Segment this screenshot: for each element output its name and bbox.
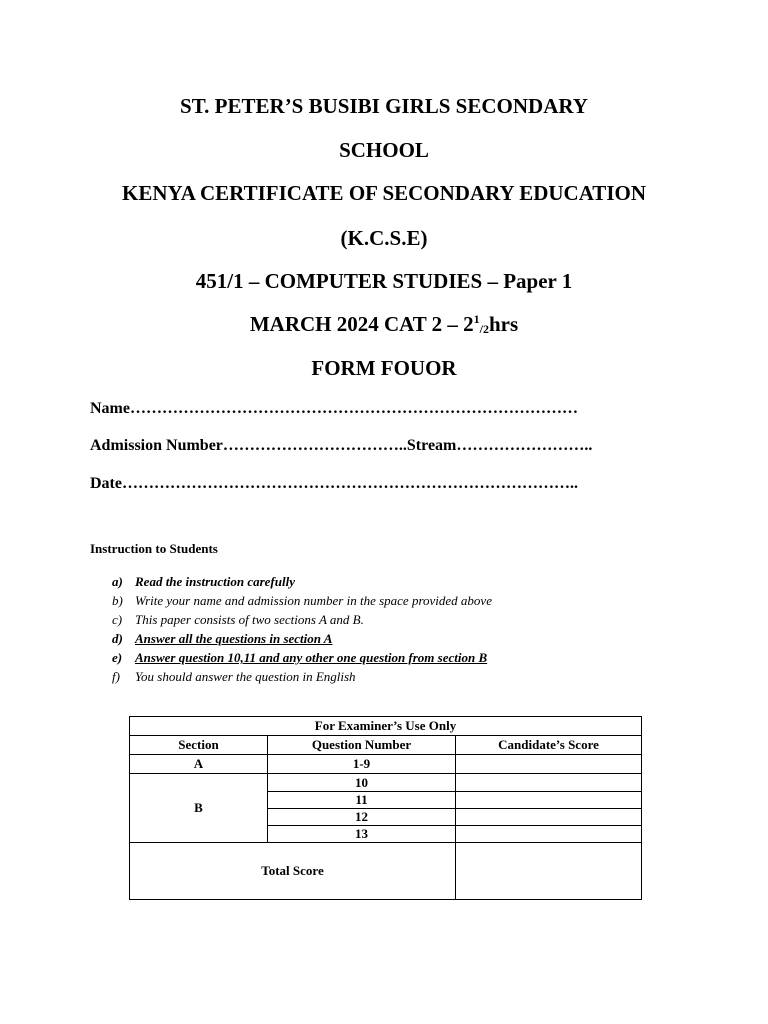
header-section: Section <box>130 736 268 755</box>
session-prefix: MARCH 2024 CAT 2 – 2 <box>249 312 474 336</box>
paper-title: 451/1 – COMPUTER STUDIES – Paper 1 <box>195 269 573 293</box>
instruction-item <box>112 667 492 686</box>
duration-numerator: 1 <box>473 312 480 326</box>
instructions-heading: Instruction to Students <box>90 541 218 556</box>
instruction-item <box>112 629 492 648</box>
duration-unit: hrs <box>488 312 519 336</box>
instruction-item <box>112 591 492 610</box>
instruction-marker: c) <box>112 612 123 627</box>
header-candidate-score: Candidate’s Score <box>456 736 642 755</box>
score-cell[interactable] <box>456 755 642 774</box>
exam-body-line2: (K.C.S.E) <box>340 226 428 250</box>
total-score-label: Total Score <box>130 843 456 900</box>
school-name-line2: SCHOOL <box>339 138 429 162</box>
instructions-list <box>112 572 492 686</box>
score-cell[interactable] <box>456 792 642 809</box>
instruction-text: Answer question 10,11 and any other one question from section B <box>135 650 488 665</box>
question-number-cell: 10 <box>268 774 456 792</box>
exam-session <box>0 312 768 337</box>
instruction-marker: e) <box>112 650 123 665</box>
section-a-questions: 1-9 <box>268 755 456 774</box>
school-name-line1: ST. PETER’S BUSIBI GIRLS SECONDARY <box>180 94 588 118</box>
instruction-text: You should answer the question in English <box>135 669 356 684</box>
admission-stream-field[interactable]: Admission Number……………………………..Stream…………………….. <box>90 437 593 454</box>
examiner-use-table <box>129 716 642 900</box>
total-score-cell[interactable] <box>456 843 642 900</box>
instruction-marker: f) <box>112 669 120 684</box>
section-b-cell: B <box>130 774 268 843</box>
question-number-cell: 12 <box>268 809 456 826</box>
question-number-cell: 13 <box>268 826 456 843</box>
exam-body-line1: KENYA CERTIFICATE OF SECONDARY EDUCATION <box>122 181 646 205</box>
score-cell[interactable] <box>456 826 642 843</box>
name-field[interactable]: Name………………………………………………………………………… <box>90 400 578 417</box>
instruction-marker: d) <box>112 631 123 646</box>
examiner-table-title: For Examiner’s Use Only <box>130 717 642 736</box>
score-cell[interactable] <box>456 809 642 826</box>
form-level: FORM FOUOR <box>311 356 457 380</box>
question-number-cell: 11 <box>268 792 456 809</box>
duration-denominator: /2 <box>479 322 489 336</box>
date-field[interactable]: Date………………………………………………………………………….. <box>90 475 578 492</box>
instruction-marker: a) <box>112 574 123 589</box>
score-cell[interactable] <box>456 774 642 792</box>
instruction-text: Read the instruction carefully <box>135 574 295 589</box>
instruction-item <box>112 610 492 629</box>
instruction-item <box>112 572 492 591</box>
instruction-item <box>112 648 492 667</box>
instruction-text: Answer all the questions in section A <box>135 631 333 646</box>
instruction-text: Write your name and admission number in the space provided above <box>135 593 492 608</box>
instruction-text: This paper consists of two sections A and B. <box>135 612 364 627</box>
section-a-cell: A <box>130 755 268 774</box>
instruction-marker: b) <box>112 593 123 608</box>
header-question-number: Question Number <box>268 736 456 755</box>
